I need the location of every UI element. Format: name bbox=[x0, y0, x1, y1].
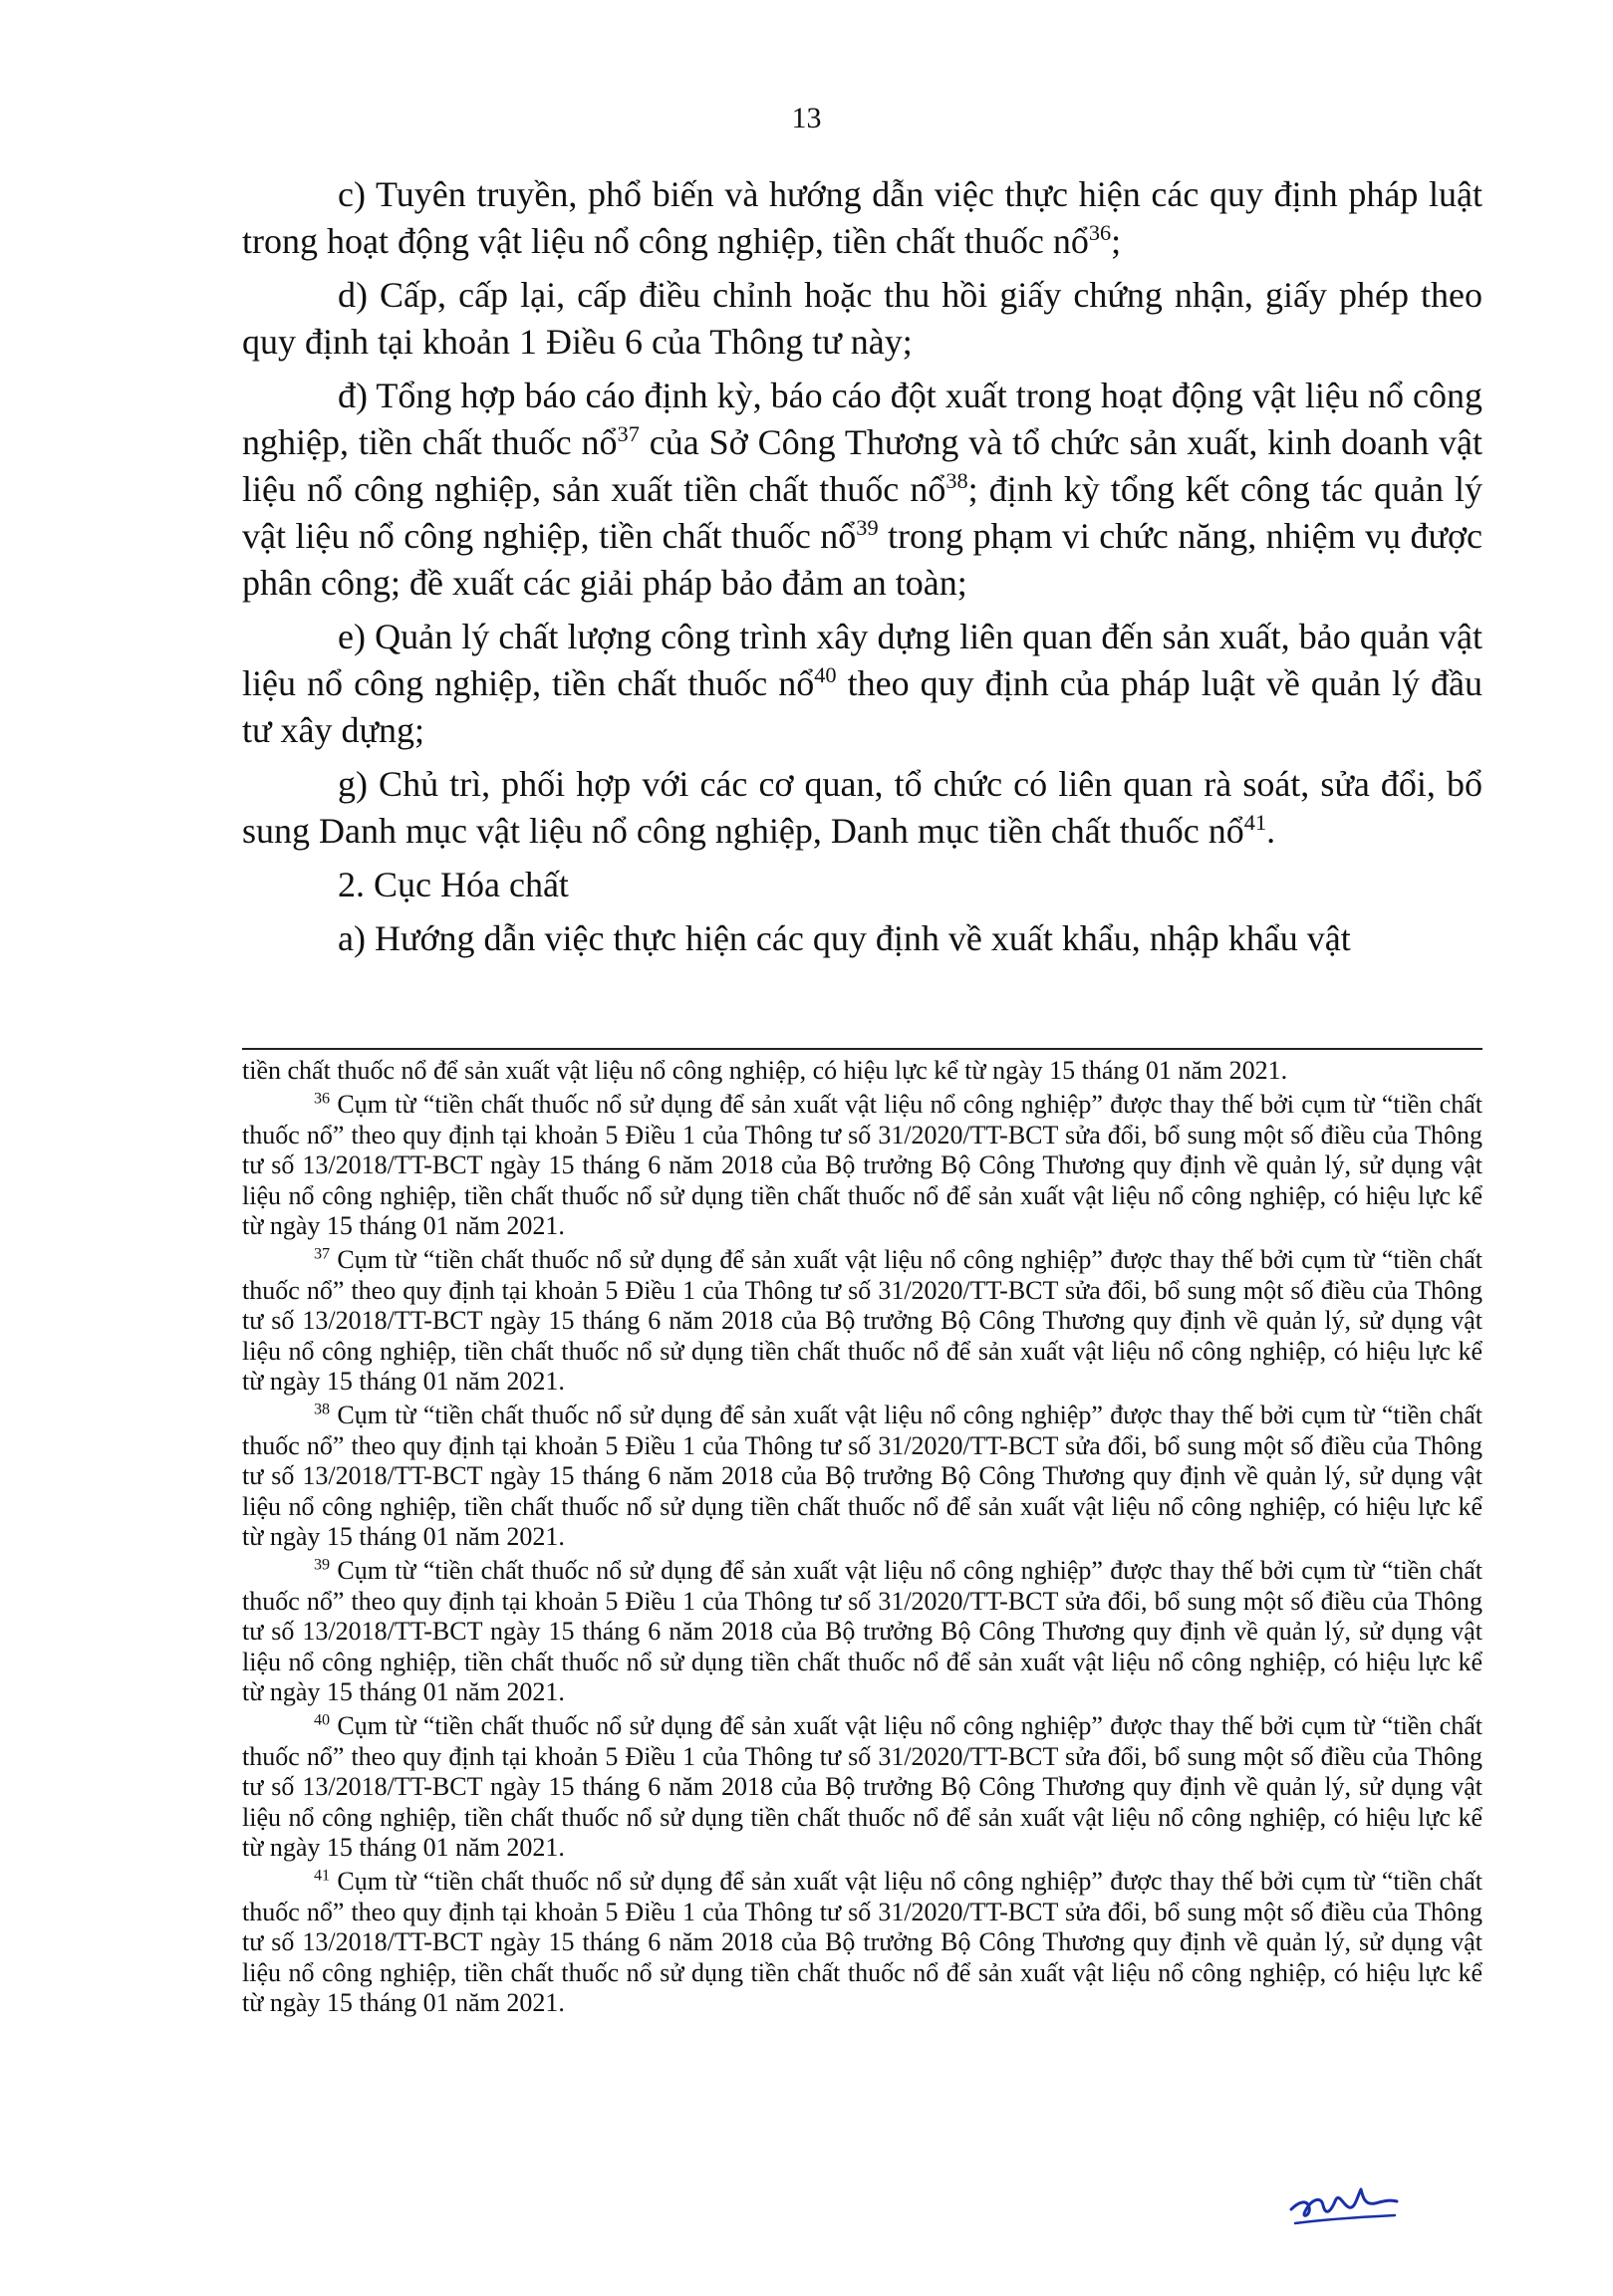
paragraph-text-end: trong phạm vi chức năng, nhiệm vụ được phân công; đề xuất các giải pháp bảo đảm an toàn; bbox=[242, 516, 1482, 603]
footnote-text: Cụm từ “tiền chất thuốc nổ sử dụng để sản xuất vật liệu nổ công nghiệp” được thay thế bởi cụm từ “tiền chất thuốc nổ” theo quy định tại khoản 5 Điều 1 của Thông tư số 31/2020/TT-BCT sửa đổi, bổ sung một số điều của Thông tư số 13/2018/TT-BCT ngày 15 tháng 6 năm 2018 của Bộ trưởng Bộ Công Thương quy định về quản lý, sử dụng vật liệu nổ công nghiệp, tiền chất thuốc nổ sử dụng tiền chất thuốc nổ để sản xuất vật liệu nổ công nghiệp, có hiệu lực kể từ ngày 15 tháng 01 năm 2021. bbox=[242, 1090, 1482, 1240]
body-text bbox=[242, 171, 1482, 969]
footnote-39 bbox=[242, 1556, 1482, 1708]
footnote-text: Cụm từ “tiền chất thuốc nổ sử dụng để sản xuất vật liệu nổ công nghiệp” được thay thế bởi cụm từ “tiền chất thuốc nổ” theo quy định tại khoản 5 Điều 1 của Thông tư số 31/2020/TT-BCT sửa đổi, bổ sung một số điều của Thông tư số 13/2018/TT-BCT ngày 15 tháng 6 năm 2018 của Bộ trưởng Bộ Công Thương quy định về quản lý, sử dụng vật liệu nổ công nghiệp, tiền chất thuốc nổ sử dụng tiền chất thuốc nổ để sản xuất vật liệu nổ công nghiệp, có hiệu lực kể từ ngày 15 tháng 01 năm 2021. bbox=[242, 1711, 1482, 1862]
footnote-37 bbox=[242, 1245, 1482, 1398]
footnote-number: 37 bbox=[314, 1245, 331, 1263]
footnote-number: 36 bbox=[314, 1090, 331, 1108]
footnote-40 bbox=[242, 1711, 1482, 1864]
footnote-number: 40 bbox=[314, 1711, 331, 1729]
paragraph-text: e) Quản lý chất lượng công trình xây dựng liên quan đến sản xuất, bảo quản vật liệu nổ công nghiệp, tiền chất thuốc nổ bbox=[242, 617, 1482, 703]
section-heading bbox=[242, 862, 1482, 908]
paragraph-text-end: ; bbox=[1111, 221, 1122, 261]
footnote-36 bbox=[242, 1090, 1482, 1242]
paragraph-c bbox=[242, 171, 1482, 265]
footnote-ref[interactable]: 40 bbox=[814, 662, 837, 687]
paragraph-g bbox=[242, 761, 1482, 855]
paragraph-text: g) Chủ trì, phối hợp với các cơ quan, tổ chức có liên quan rà soát, sửa đổi, bổ sung Danh mục vật liệu nổ công nghiệp, Danh mục tiền chất thuốc nổ bbox=[242, 764, 1482, 851]
footnote-ref[interactable]: 38 bbox=[945, 468, 968, 493]
paragraph-a bbox=[242, 915, 1482, 962]
paragraph-text-end: ; định kỳ tổng kết công tác quản lý vật liệu nổ công nghiệp, tiền chất thuốc nổ bbox=[242, 469, 1483, 556]
footnote-text: Cụm từ “tiền chất thuốc nổ sử dụng để sản xuất vật liệu nổ công nghiệp” được thay thế bởi cụm từ “tiền chất thuốc nổ” theo quy định tại khoản 5 Điều 1 của Thông tư số 31/2020/TT-BCT sửa đổi, bổ sung một số điều của Thông tư số 13/2018/TT-BCT ngày 15 tháng 6 năm 2018 của Bộ trưởng Bộ Công Thương quy định về quản lý, sử dụng vật liệu nổ công nghiệp, tiền chất thuốc nổ sử dụng tiền chất thuốc nổ để sản xuất vật liệu nổ công nghiệp, có hiệu lực kể từ ngày 15 tháng 01 năm 2021. bbox=[242, 1867, 1482, 2017]
paragraph-text-end: theo quy định của pháp luật về quản lý đầu tư xây dựng; bbox=[242, 663, 1482, 750]
paragraph-text-end: của Sở Công Thương và tổ chức sản xuất, kinh doanh vật liệu nổ công nghiệp, sản xuất tiền chất thuốc nổ bbox=[242, 422, 1483, 509]
paragraph-text: đ) Tổng hợp báo cáo định kỳ, báo cáo đột xuất trong hoạt động vật liệu nổ công nghiệp, tiền chất thuốc nổ bbox=[242, 376, 1482, 462]
paragraph-text: 2. Cục Hóa chất bbox=[338, 865, 569, 904]
footnote-text: Cụm từ “tiền chất thuốc nổ sử dụng để sản xuất vật liệu nổ công nghiệp” được thay thế bởi cụm từ “tiền chất thuốc nổ” theo quy định tại khoản 5 Điều 1 của Thông tư số 31/2020/TT-BCT sửa đổi, bổ sung một số điều của Thông tư số 13/2018/TT-BCT ngày 15 tháng 6 năm 2018 của Bộ trưởng Bộ Công Thương quy định về quản lý, sử dụng vật liệu nổ công nghiệp, tiền chất thuốc nổ sử dụng tiền chất thuốc nổ để sản xuất vật liệu nổ công nghiệp, có hiệu lực kể từ ngày 15 tháng 01 năm 2021. bbox=[242, 1401, 1482, 1551]
footnote-text: tiền chất thuốc nổ để sản xuất vật liệu nổ công nghiệp, có hiệu lực kể từ ngày 15 tháng 01 năm 2021. bbox=[242, 1056, 1288, 1085]
footnote-number: 41 bbox=[314, 1867, 331, 1885]
paragraph-text: d) Cấp, cấp lại, cấp điều chỉnh hoặc thu hồi giấy chứng nhận, giấy phép theo quy định tại khoản 1 Điều 6 của Thông tư này; bbox=[242, 275, 1482, 362]
footnote-continuation bbox=[242, 1056, 1482, 1087]
page-number: 13 bbox=[791, 102, 822, 134]
paragraph-e bbox=[242, 614, 1482, 754]
footnote-text: Cụm từ “tiền chất thuốc nổ sử dụng để sản xuất vật liệu nổ công nghiệp” được thay thế bởi cụm từ “tiền chất thuốc nổ” theo quy định tại khoản 5 Điều 1 của Thông tư số 31/2020/TT-BCT sửa đổi, bổ sung một số điều của Thông tư số 13/2018/TT-BCT ngày 15 tháng 6 năm 2018 của Bộ trưởng Bộ Công Thương quy định về quản lý, sử dụng vật liệu nổ công nghiệp, tiền chất thuốc nổ sử dụng tiền chất thuốc nổ để sản xuất vật liệu nổ công nghiệp, có hiệu lực kể từ ngày 15 tháng 01 năm 2021. bbox=[242, 1556, 1482, 1706]
footnote-divider bbox=[242, 1048, 1482, 1050]
footnote-38 bbox=[242, 1401, 1482, 1553]
footnotes bbox=[242, 1056, 1482, 2022]
paragraph-text: c) Tuyên truyền, phổ biến và hướng dẫn việc thực hiện các quy định pháp luật trong hoạt động vật liệu nổ công nghiệp, tiền chất thuốc nổ bbox=[242, 174, 1482, 261]
paragraph-text: a) Hướng dẫn việc thực hiện các quy định về xuất khẩu, nhập khẩu vật bbox=[338, 918, 1351, 958]
footnote-number: 39 bbox=[314, 1556, 331, 1574]
footnote-ref[interactable]: 39 bbox=[856, 515, 879, 540]
signature-icon bbox=[1285, 2171, 1405, 2231]
footnote-ref[interactable]: 41 bbox=[1243, 810, 1267, 835]
footnote-ref[interactable]: 37 bbox=[617, 421, 640, 446]
paragraph-dd bbox=[242, 373, 1482, 607]
footnote-41 bbox=[242, 1867, 1482, 2019]
paragraph-text-end: . bbox=[1266, 811, 1276, 851]
footnote-number: 38 bbox=[314, 1401, 331, 1418]
footnote-text: Cụm từ “tiền chất thuốc nổ sử dụng để sản xuất vật liệu nổ công nghiệp” được thay thế bởi cụm từ “tiền chất thuốc nổ” theo quy định tại khoản 5 Điều 1 của Thông tư số 31/2020/TT-BCT sửa đổi, bổ sung một số điều của Thông tư số 13/2018/TT-BCT ngày 15 tháng 6 năm 2018 của Bộ trưởng Bộ Công Thương quy định về quản lý, sử dụng vật liệu nổ công nghiệp, tiền chất thuốc nổ sử dụng tiền chất thuốc nổ để sản xuất vật liệu nổ công nghiệp, có hiệu lực kể từ ngày 15 tháng 01 năm 2021. bbox=[242, 1245, 1482, 1396]
footnote-ref[interactable]: 36 bbox=[1088, 220, 1112, 245]
paragraph-d bbox=[242, 272, 1482, 366]
